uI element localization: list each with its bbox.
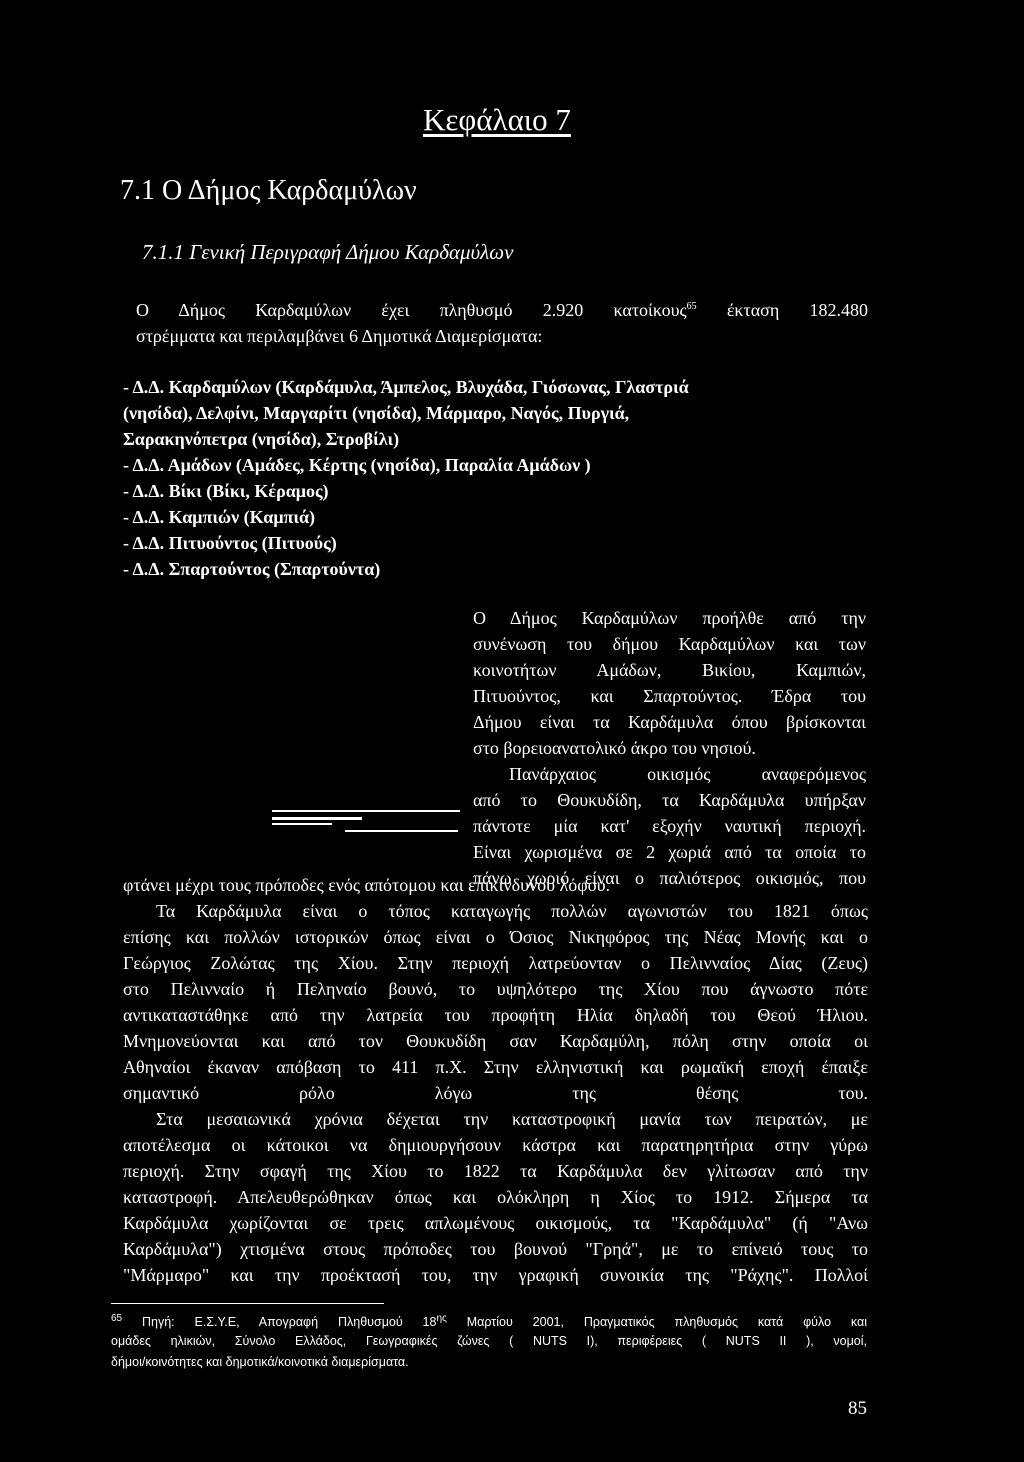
body-line-1: φτάνει μέχρι τους πρόποδες ενός απότομου και επικίνδυνου λόφου. <box>123 875 611 895</box>
body-line-14: Καρδάμυλα χωρίζονται σε τρεις απλωμένους οικισμούς, τα "Καρδάμυλα" (ή "Ανω <box>123 1213 868 1233</box>
intro-text-a: Ο Δήμος Καρδαμύλων έχει πληθυσμό 2.920 κατοίκους <box>136 300 687 320</box>
page-number: 85 <box>848 1398 867 1419</box>
side-line-8: από το Θουκυδίδη, τα Καρδάμυλα υπήρξαν <box>473 790 866 810</box>
body-line-10: Στα μεσαιωνικά χρόνια δέχεται την καταστροφική μανία των πειρατών, με <box>156 1109 868 1129</box>
body-line-16: "Μάρμαρο" και την προέκτασή του, την γραφική συνοικία της "Ράχης". Πολλοί <box>123 1265 868 1285</box>
intro-line-2: στρέμματα και περιλαμβάνει 6 Δημοτικά Διαμερίσματα: <box>136 326 543 346</box>
district-line-8: - Δ.Δ. Σπαρτούντος (Σπαρτούντα) <box>123 559 381 579</box>
intro-text-b: έκταση 182.480 <box>726 300 868 320</box>
body-line-9: σημαντικό ρόλο λόγω της θέσης του. <box>123 1083 868 1103</box>
side-line-6: στο βορειοανατολικό άκρο του νησιού. <box>473 738 756 758</box>
side-line-3: κοινοτήτων Αμάδων, Βικίου, Καμπιών, <box>473 660 866 680</box>
side-line-7: Πανάρχαιος οικισμός αναφερόμενος <box>509 764 866 784</box>
body-line-7: Μνημονεύονται και από τον Θουκυδίδη σαν Καρδαμύλη, πόλη στην οποία οι <box>123 1031 868 1051</box>
body-line-2: Τα Καρδάμυλα είναι ο τόπος καταγωγής πολλών αγωνιστών του 1821 όπως <box>156 901 868 921</box>
body-line-13: καταστροφή. Απελευθερώθηκαν όπως και ολόκληρη η Χίος το 1912. Σήμερα τα <box>123 1187 868 1207</box>
intro-line-1 <box>136 300 868 321</box>
district-line-2: (νησίδα), Δελφίνι, Μαργαρίτι (νησίδα), Μάρμαρο, Ναγός, Πυργιά, <box>123 403 630 423</box>
side-line-1: Ο Δήμος Καρδαμύλων προήλθε από την <box>473 608 866 628</box>
district-line-1: - Δ.Δ. Καρδαμύλων (Καρδάμυλα, Άμπελος, Βλυχάδα, Γιόσωνας, Γλαστριά <box>123 377 689 397</box>
decorative-rule <box>345 830 458 832</box>
side-line-5: Δήμου είναι τα Καρδάμυλα όπου βρίσκονται <box>473 712 866 732</box>
district-line-6: - Δ.Δ. Καμπιών (Καμπιά) <box>123 507 316 527</box>
footnote-superscript: ης <box>436 1313 447 1324</box>
district-line-3: Σαρακηνόπετρα (νησίδα), Στροβίλι) <box>123 429 400 449</box>
district-line-7: - Δ.Δ. Πιτυούντος (Πιτυούς) <box>123 533 337 553</box>
footnote-line-2: ομάδες ηλικιών, Σύνολο Ελλάδος, Γεωγραφικές ζώνες ( NUTS I), περιφέρειες ( NUTS II ), νομοί, <box>111 1334 867 1348</box>
decorative-rule <box>272 817 362 820</box>
footnote-separator <box>111 1303 384 1304</box>
body-line-11: αποτέλεσμα οι κάτοικοι να δημιουργήσουν κάστρα και παρατηρητήρια στην γύρω <box>123 1135 868 1155</box>
body-line-12: περιοχή. Στην σφαγή της Χίου το 1822 τα Καρδάμυλα δεν γλίτωσαν από την <box>123 1161 868 1181</box>
district-line-4: - Δ.Δ. Αμάδων (Αμάδες, Κέρτης (νησίδα), Παραλία Αμάδων ) <box>123 455 591 475</box>
side-line-2: συνένωση του δήμου Καρδαμύλων και των <box>473 634 866 654</box>
body-line-6: αντικαταστάθηκε από την λατρεία του προφήτη Ηλία δηλαδή του Θεού Ήλιου. <box>123 1005 868 1025</box>
decorative-rule <box>272 810 460 812</box>
side-line-4: Πιτυούντος, και Σπαρτούντος. Έδρα του <box>473 686 866 706</box>
footnote-line-1 <box>111 1313 867 1329</box>
subsection-title: 7.1.1 Γενική Περιγραφή Δήμου Καρδαμύλων <box>142 240 514 264</box>
section-title: 7.1 Ο Δήμος Καρδαμύλων <box>120 175 417 206</box>
side-line-10: Είναι χωρισμένα σε 2 χωριά από τα οποία το <box>473 842 866 862</box>
chapter-title: Κεφάλαιο 7 <box>423 102 571 137</box>
footnote-ref: 65 <box>686 301 697 312</box>
footnote-text-a: Πηγή: Ε.Σ.Υ.Ε, Απογραφή Πληθυσμού 18 <box>142 1315 437 1330</box>
body-line-3: επίσης και πολλών ιστορικών όπως είναι ο Όσιος Νικηφόρος της Νέας Μονής και ο <box>123 927 868 947</box>
footnote-text-b: Μαρτίου 2001, Πραγματικός πληθυσμός κατά φύλο και <box>466 1315 867 1330</box>
footnote-number: 65 <box>111 1313 123 1324</box>
body-line-15: Καρδάμυλα") χτισμένα στους πρόποδες του βουνού "Γρηά", με το επίνειό τους το <box>123 1239 868 1259</box>
side-line-11: πάνω χωριό είναι ο παλιότερος οικισμός, που <box>473 868 866 888</box>
body-line-4: Γεώργιος Ζολώτας της Χίου. Στην περιοχή λατρεύονταν ο Πελινναίος Δίας (Ζευς) <box>123 953 868 973</box>
side-line-9: πάντοτε μία κατ' εξοχήν ναυτική περιοχή. <box>473 816 866 836</box>
body-line-8: Αθηναίοι έκαναν απόβαση το 411 π.Χ. Στην ελληνιστική και ρωμαϊκή εποχή έπαιξε <box>123 1057 868 1077</box>
district-line-5: - Δ.Δ. Βίκι (Βίκι, Κέραμος) <box>123 481 329 501</box>
body-line-5: στο Πελινναίο ή Πεληναίο βουνό, το υψηλότερο της Χίου που άγνωστο πότε <box>123 979 868 999</box>
footnote-line-3: δήμοι/κοινότητες και δημοτικά/κοινοτικά διαμερίσματα. <box>111 1355 409 1369</box>
decorative-rule <box>272 823 332 825</box>
